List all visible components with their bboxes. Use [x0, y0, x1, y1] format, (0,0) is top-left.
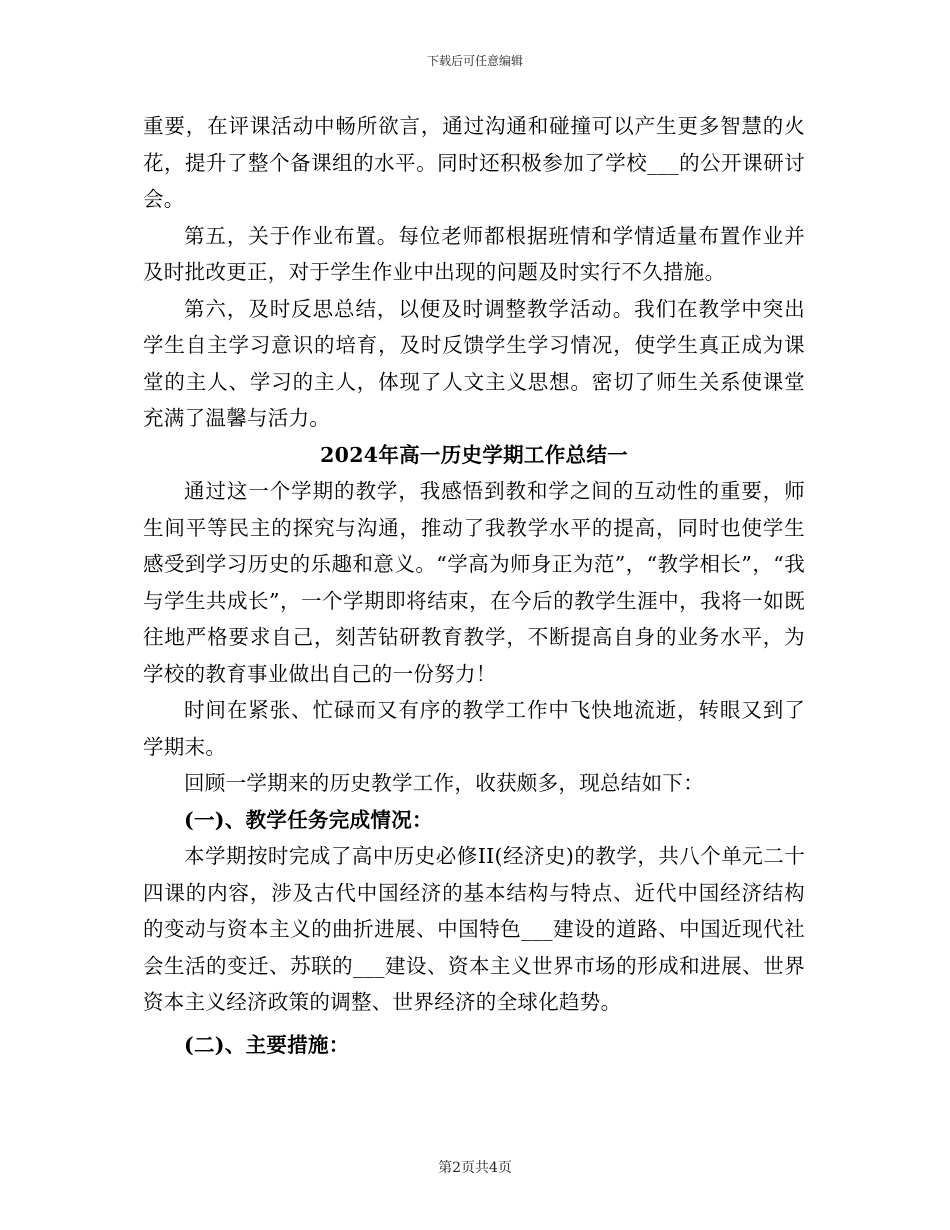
paragraph-continuation: 重要，在评课活动中畅所欲言，通过沟通和碰撞可以产生更多智慧的火花，提升了整个备课组的水平。同时还积极参加了学校___的公开课研讨会。: [143, 114, 805, 211]
paragraph-reflection: 第六，及时反思总结，以便及时调整教学活动。我们在教学中突出学生自主学习意识的培育，及时反馈学生学习情况，使学生真正成为课堂的主人、学习的主人，体现了人文主义思想。密切了师生关系使课堂充满了温馨与活力。: [143, 296, 805, 430]
paragraph-homework: 第五，关于作业布置。每位老师都根据班情和学情适量布置作业并及时批改更正，对于学生作业中出现的问题及时实行不久措施。: [143, 223, 805, 284]
paragraph-task-details: 本学期按时完成了高中历史必修II(经济史)的教学，共八个单元二十四课的内容，涉及古代中国经济的基本结构与特点、近代中国经济结构的变动与资本主义的曲折进展、中国特色___建设的道路、中国近现代社会生活的变迁、苏联的___建设、资本主义世界市场的形成和进展、世界资本主义经济政策的调整、世界经济的全球化趋势。: [143, 844, 805, 1014]
page-indicator: 第2页共4页: [438, 1160, 512, 1176]
paragraph-review: 回顾一学期来的历史教学工作，收获颇多，现总结如下：: [184, 771, 704, 795]
subheading-main-measures: (二)、主要措施：: [184, 1032, 350, 1057]
paragraph-time: 时间在紧张、忙碌而又有序的教学工作中飞快地流逝，转眼又到了学期末。: [143, 698, 805, 759]
subheading-task-completion: (一)、教学任务完成情况：: [184, 807, 433, 832]
document-body: [143, 108, 805, 1063]
header-note: 下载后可任意编辑: [426, 54, 523, 68]
section-title: 2024年高一历史学期工作总结一: [320, 442, 628, 467]
paragraph-intro: 通过这一个学期的教学，我感悟到教和学之间的互动性的重要，师生间平等民主的探究与沟通，推动了我教学水平的提高，同时也使学生感受到学习历史的乐趣和意义。“学高为师身正为范”，“教学相长”，“我与学生共成长”，一个学期即将结束，在今后的教学生涯中，我将一如既往地严格要求自己，刻苦钻研教育教学，不断提高自身的业务水平，为学校的教育事业做出自己的一份努力！: [143, 479, 805, 686]
